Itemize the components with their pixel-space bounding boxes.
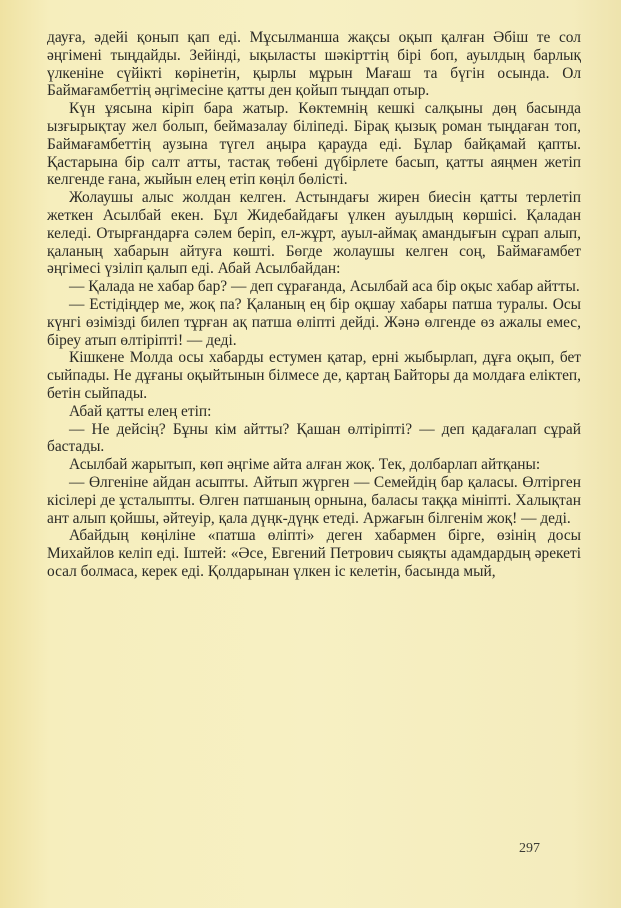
paragraph: Абай қатты елең етіп: <box>69 402 212 420</box>
body-text <box>47 29 581 581</box>
paragraph: Кішкене Молда осы хабарды естумен қатар, ерні жыбырлап, дұға оқып, бет сыйпады. Не дұғаны оқыйтынын білмесе де, қартаң Байторы да молдаға еліктеп, бетін сыйпады. <box>47 349 581 402</box>
paragraph: Жолаушы алыс жолдан келген. Астындағы жирен биесін қатты терлетіп жеткен Асылбай екен. Бұл Жидебайдағы үлкен ауылдың көршісі. Қаладан келеді. Отырғандарға сәлем беріп, ел-жұрт, ауыл-аймақ амандығын сұрап алып, қаланың хабарын айтуға көшті. Бөгде жолаушы келген соң, Баймағамбет әңгімесі үзіліп қалып еді. Абай Асылбайдан: <box>47 189 581 278</box>
paragraph: — Қалада не хабар бар? — деп сұрағанда, Асылбай аса бір оқыс хабар айтты. <box>69 278 580 296</box>
paragraph: Асылбай жарытып, көп әңгіме айта алған жоқ. Тек, долбарлап айтқаны: <box>69 456 541 474</box>
paragraph: — Естідіңдер ме, жоқ па? Қаланың ең бір оқшау хабары патша туралы. Осы күнгі өзімізді билеп тұрған ақ патша өліпті дейді. Жәнә өлгенде өз ажалы емес, біреу атып өлтіріпті! — деді. <box>47 295 581 349</box>
paragraph: Абайдың көңіліне «патша өліпті» деген хабармен бірге, өзінің досы Михайлов келіп еді. Іштей: «Әсе, Евгений Петрович сыяқты адамдардың әрекеті осал болмаса, керек еді. Қолдарынан үлкен іс келетін, басында мый, <box>47 527 581 580</box>
paragraph: — Өлгеніне айдан асыпты. Айтып жүрген — Семейдің бар қаласы. Өлтірген кісілері де ұсталыпты. Өлген патшаның орнына, баласы таққа мініпті. Халықтан ант алып қойшы, әйтеуір, қала дүңк-дүңк етеді. Аржағын білгенім жоқ! — деді. <box>47 473 581 527</box>
paragraph: Күн ұясына кіріп бара жатыр. Көктемнің кешкі салқыны дөң басында ызғырықтау жел болып, беймазалау біліпеді. Бірақ қызық роман тыңдаған топ, Баймағамбеттің аузына түгел аңыра қарауда еді. Бұлар байқамай қапты. Қастарына бір салт атты, тастақ төбені дүбірлете басып, қатты аяңмен жетіп келгенде ғана, жыйын елең етіп көңіл бөлісті. <box>47 100 581 189</box>
page-number: 297 <box>519 841 540 856</box>
paragraph: дауға, әдейі қонып қап еді. Мұсылманша жақсы оқып қалған Әбіш те сол әңгімені тыңдайды. Зейінді, ықыласты шәкірттің бірі боп, ауылдың барлық үлкеніне сүйікті көрінетін, қырлы мұрын Мағаш та бүгін осында. Ол Баймағамбеттің әңгімесіне қатты ден қойып тыңдап отыр. <box>47 29 581 100</box>
paragraph: — Не дейсің? Бұны кім айтты? Қашан өлтіріпті? — деп қадағалап сұрай бастады. <box>47 420 581 456</box>
